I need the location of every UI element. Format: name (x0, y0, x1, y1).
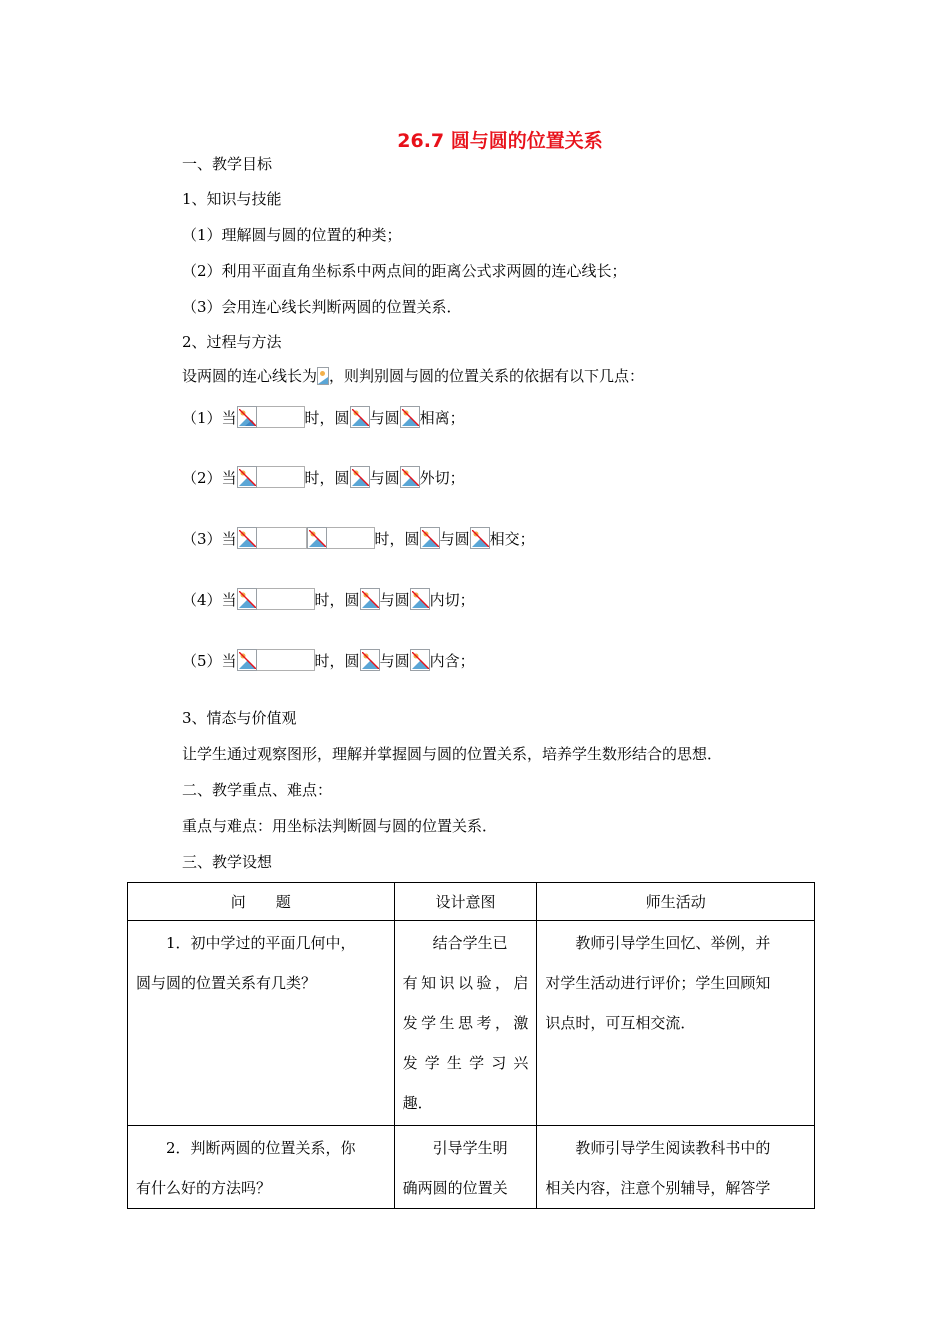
broken-image-icon (237, 588, 257, 610)
intent-line: 发学生思考，激 (402, 1014, 529, 1032)
case-mid: 时，圆 (314, 652, 360, 670)
broken-image-icon (420, 527, 440, 549)
intent-cell (394, 1126, 537, 1209)
activity-line: 对学生活动进行评价；学生回顾知 (545, 974, 771, 992)
intent-line: 结合学生已 (432, 934, 508, 952)
keypoints-text: 重点与难点：用坐标法判断圆与圆的位置关系． (182, 817, 498, 835)
case-rel: 相交； (489, 530, 535, 548)
activity-cell (537, 921, 815, 1126)
activity-line: 相关内容，注意个别辅导，解答学 (545, 1179, 771, 1197)
broken-image-icon (360, 649, 380, 671)
blank-box (257, 527, 307, 549)
case-and: 与圆 (369, 469, 400, 487)
case-num: （2）当 (182, 469, 237, 487)
case-num: （3）当 (182, 530, 237, 548)
broken-image-icon (237, 466, 257, 488)
case-num: （5）当 (182, 652, 237, 670)
question-line: 2．判断两圆的位置关系，你 (166, 1139, 356, 1157)
case-rel: 相离； (419, 409, 465, 427)
question-cell (128, 921, 395, 1126)
broken-image-icon (350, 466, 370, 488)
section-heading-keypoints: 二、教学重点、难点： (182, 781, 333, 799)
case-rel: 外切； (419, 469, 465, 487)
broken-image-icon (360, 588, 380, 610)
section-heading-goals: 一、教学目标 (182, 155, 273, 173)
blank-box (257, 466, 305, 488)
case-mid: 时，圆 (374, 530, 420, 548)
broken-image-icon (237, 527, 257, 549)
broken-image-icon (237, 406, 257, 428)
case-num: （1）当 (182, 409, 237, 427)
case-and: 与圆 (379, 652, 410, 670)
case-mid: 时，圆 (304, 469, 350, 487)
page-title: 26.7 圆与圆的位置关系 (397, 130, 603, 152)
subsection-values: 3、情态与价值观 (182, 709, 297, 727)
blank-box (327, 527, 375, 549)
table-row (128, 921, 815, 1126)
intent-line: 趣． (402, 1094, 433, 1112)
table-header-row (128, 883, 815, 921)
activity-line: 识点时，可互相交流． (545, 1014, 696, 1032)
activity-line: 教师引导学生回忆、举例，并 (575, 934, 771, 952)
goal-item-2: （2）利用平面直角坐标系中两点间的距离公式求两圆的连心线长； (182, 262, 627, 280)
header-intent: 设计意图 (394, 883, 537, 921)
case-row-4 (182, 587, 475, 613)
activity-line: 教师引导学生阅读教科书中的 (575, 1139, 771, 1157)
case-and: 与圆 (369, 409, 400, 427)
case-rel: 内切； (429, 591, 475, 609)
intent-line: 发学生学习兴 (402, 1054, 529, 1072)
teaching-design-table (127, 882, 815, 1209)
question-line: 圆与圆的位置关系有几类？ (136, 974, 317, 992)
goal-item-1: （1）理解圆与圆的位置的种类； (182, 226, 402, 244)
subsection-process: 2、过程与方法 (182, 333, 282, 351)
case-row-5 (182, 648, 475, 674)
broken-image-icon (317, 367, 329, 385)
broken-image-icon (307, 527, 327, 549)
case-rel: 内含； (429, 652, 475, 670)
case-and: 与圆 (379, 591, 410, 609)
activity-cell (537, 1126, 815, 1209)
case-mid: 时，圆 (314, 591, 360, 609)
case-num: （4）当 (182, 591, 237, 609)
intent-cell (394, 921, 537, 1126)
broken-image-icon (470, 527, 490, 549)
intro-text-b: ，则判别圆与圆的位置关系的依据有以下几点： (329, 367, 645, 385)
question-line: 有什么好的方法吗？ (136, 1179, 272, 1197)
intent-line: 引导学生明 (432, 1139, 508, 1157)
broken-image-icon (410, 588, 430, 610)
broken-image-icon (350, 406, 370, 428)
blank-box (257, 588, 315, 610)
question-cell (128, 1126, 395, 1209)
broken-image-icon (400, 406, 420, 428)
header-question: 问 题 (128, 883, 395, 921)
blank-box (257, 406, 305, 428)
goal-item-3: （3）会用连心线长判断两圆的位置关系． (182, 298, 462, 316)
broken-image-icon (400, 466, 420, 488)
section-heading-design: 三、教学设想 (182, 853, 273, 871)
question-line: 1．初中学过的平面几何中， (166, 934, 356, 952)
broken-image-icon (410, 649, 430, 671)
broken-image-icon (237, 649, 257, 671)
intro-line (182, 366, 644, 386)
intro-text-a: 设两圆的连心线长为 (182, 367, 318, 385)
header-activity: 师生活动 (537, 883, 815, 921)
table-row (128, 1126, 815, 1209)
case-row-1 (182, 405, 465, 431)
case-mid: 时，圆 (304, 409, 350, 427)
intent-line: 确两圆的位置关 (402, 1179, 508, 1197)
intent-line: 有知识以验，启 (402, 974, 529, 992)
subsection-knowledge: 1、知识与技能 (182, 190, 282, 208)
case-row-3 (182, 526, 535, 552)
case-and: 与圆 (439, 530, 470, 548)
blank-box (257, 649, 315, 671)
case-row-2 (182, 465, 465, 491)
values-text: 让学生通过观察图形，理解并掌握圆与圆的位置关系，培养学生数形结合的思想． (182, 745, 723, 763)
